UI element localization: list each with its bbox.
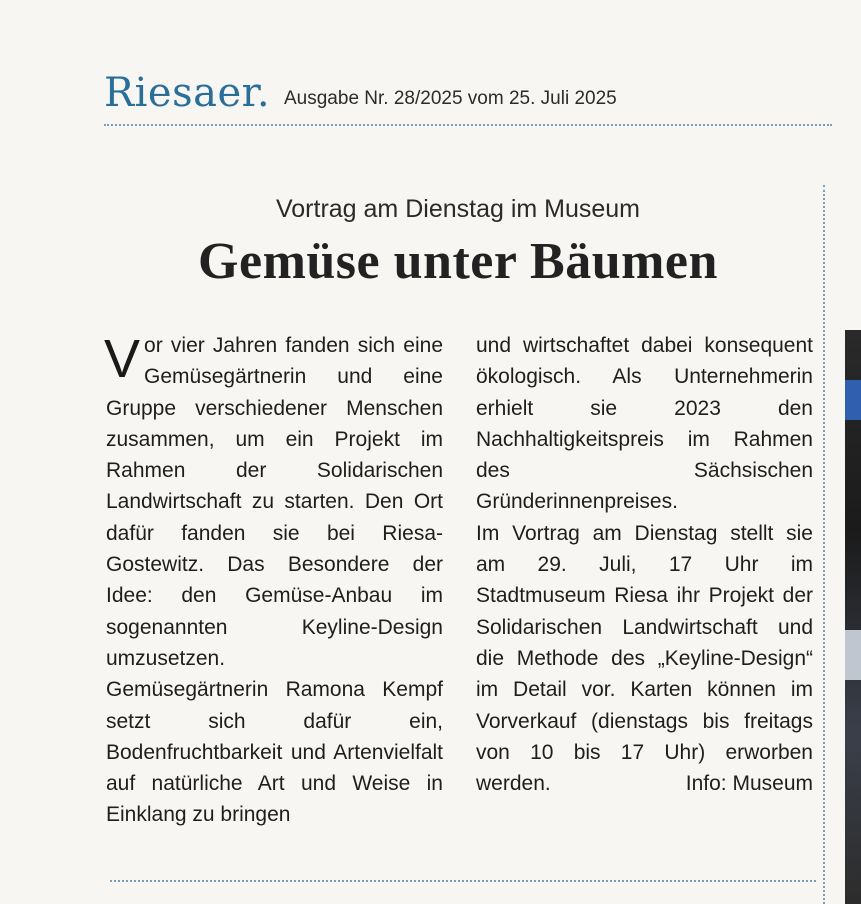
info-credit: Info: Museum [685,772,813,796]
newspaper-title: Riesaer. [104,70,271,116]
article-kicker: Vortrag am Dienstag im Museum [275,195,641,223]
paragraph-4 [476,518,813,800]
photo-detail-blue [845,380,861,420]
paragraph-3: und wirtschaftet dabei konsequent ökologisch. Als Unternehmerin erhielt sie 2023 den Nachhaltigkeitspreis im Rahmen des Sächsischen Gründerinnenpreises. [476,334,813,514]
photo-detail-light [845,630,861,680]
article-column-1 [106,330,443,831]
paragraph-4-text: Im Vortrag am Dienstag stellt sie am 29. Juli, 17 Uhr im Stadtmuseum Riesa ihr Projekt der Solidarischen Landwirtschaft und die Methode des „Keyline-Design“ im Detail vor. Karten können im Vorverkauf (dienstags bis freitags von 10 bis 17 Uhr) erworben werden. [476,521,813,796]
paragraph-1 [106,330,443,674]
article-headline: Gemüse unter Bäumen [198,233,718,290]
bottom-divider [110,880,816,882]
drop-cap: V [104,329,141,389]
paragraph-2: Gemüsegärtnerin Ramona Kempf setzt sich dafür ein, Bodenfruchtbarkeit und Artenvielfalt auf natürliche Art und Weise in Einklang zu bringen [106,678,443,827]
issue-info: Ausgabe Nr. 28/2025 vom 25. Juli 2025 [284,88,617,109]
paragraph-1-text: or vier Jahren fanden sich eine Gemüsegärtnerin und eine Gruppe verschiedener Menschen zusammen, um ein Projekt im Rahmen der Solidarischen Landwirtschaft zu starten. Den Ort dafür fanden sie bei Riesa-Gostewitz. Das Besondere der Idee: den Gemüse-Anbau im sogenannten Keyline-Design umzusetzen. [106,334,443,670]
right-column-divider [823,185,825,904]
top-divider [104,124,832,126]
adjacent-photo [845,330,861,904]
article-column-2 [476,330,813,799]
